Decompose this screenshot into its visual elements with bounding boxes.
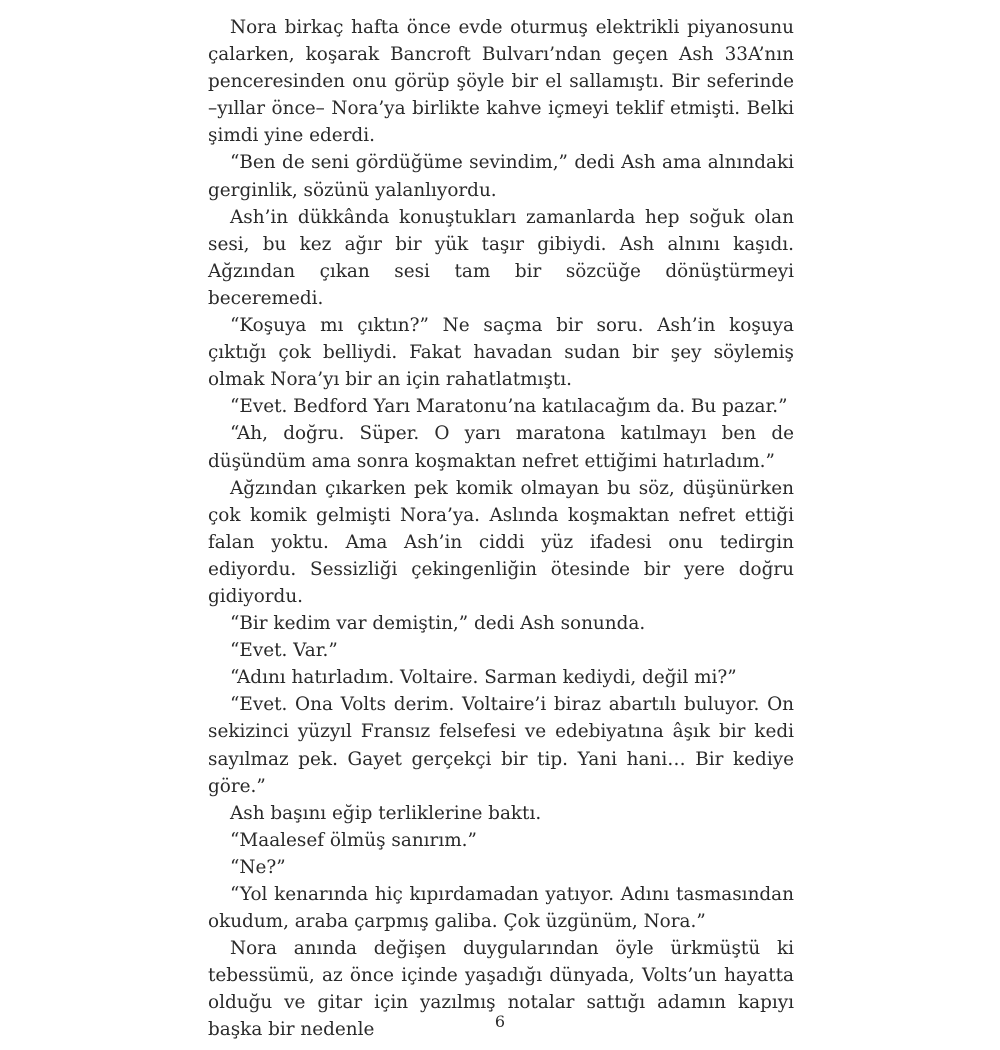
paragraph: “Maalesef ölmüş sanırım.” <box>230 829 477 851</box>
paragraph: Nora birkaç hafta önce evde oturmuş elektrikli piyanosunu çalarken, koşarak Bancroft Bulvarı’ndan geçen Ash 33A’nın penceresinden onu görüp şöyle bir el sallamıştı. Bir seferinde –yıllar önce– Nora’ya birlikte kahve içmeyi teklif etmişti. Belki şimdi yine ederdi. <box>208 17 794 147</box>
page-number: 6 <box>494 1012 506 1031</box>
paragraph: “Evet. Var.” <box>230 640 338 662</box>
paragraph: “Ben de seni gördüğüme sevindim,” dedi Ash ama alnındaki gerginlik, sözünü yalanlıyordu. <box>208 152 794 201</box>
paragraph: Ash’in dükkânda konuştukları zamanlarda hep soğuk olan sesi, bu kez ağır bir yük taşır gibiydi. Ash alnını kaşıdı. Ağzından çıkan sesi tam bir sözcüğe dönüştürmeyi beceremedi. <box>208 206 794 309</box>
paragraph: “Bir kedim var demiştin,” dedi Ash sonunda. <box>230 613 646 635</box>
paragraph: Ağzından çıkarken pek komik olmayan bu söz, düşünürken çok komik gelmişti Nora’ya. Aslında koşmaktan nefret ettiği falan yoktu. Ama Ash’in ciddi yüz ifadesi onu tedirgin ediyordu. Sessizliği çekingenliğin ötesinde bir yere doğru gidiyordu. <box>208 477 794 607</box>
book-page-body <box>208 14 794 1044</box>
paragraph: “Evet. Bedford Yarı Maratonu’na katılacağım da. Bu pazar.” <box>230 396 788 418</box>
paragraph: “Yol kenarında hiç kıpırdamadan yatıyor. Adını tasmasından okudum, araba çarpmış galiba. Çok üzgünüm, Nora.” <box>208 884 794 933</box>
paragraph: “Ah, doğru. Süper. O yarı maratona katılmayı ben de düşündüm ama sonra koşmaktan nefret ettiğimi hatırladım.” <box>208 423 794 472</box>
paragraph: “Ne?” <box>230 856 286 878</box>
paragraph: “Koşuya mı çıktın?” Ne saçma bir soru. Ash’in koşuya çıktığı çok belliydi. Fakat havadan sudan bir şey söylemiş olmak Nora’yı bir an için rahatlatmıştı. <box>208 315 794 391</box>
paragraph: “Evet. Ona Volts derim. Voltaire’i biraz abartılı buluyor. On sekizinci yüzyıl Fransız felsefesi ve edebiyatına âşık bir kedi sayılmaz pek. Gayet gerçekçi bir tip. Yani hani… Bir kediye göre.” <box>208 694 794 797</box>
paragraph: “Adını hatırladım. Voltaire. Sarman kediydi, değil mi?” <box>230 667 737 689</box>
paragraph: Ash başını eğip terliklerine baktı. <box>230 802 542 824</box>
paragraph: Nora anında değişen duygularından öyle ürkmüştü ki tebessümü, az önce içinde yaşadığı dünyada, Volts’un hayatta olduğu ve gitar için yazılmış notalar sattığı adamın kapıyı başka bir nedenle <box>208 938 794 1041</box>
